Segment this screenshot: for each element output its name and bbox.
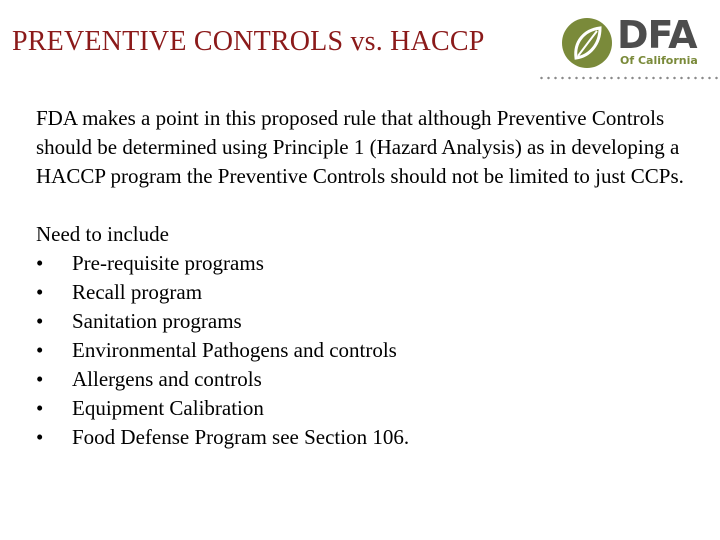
bullet-icon: • bbox=[36, 425, 44, 449]
list-item: • Environmental Pathogens and controls bbox=[36, 336, 696, 365]
list-item: • Sanitation programs bbox=[36, 307, 696, 336]
dotted-divider bbox=[538, 75, 720, 81]
list-item: • Allergens and controls bbox=[36, 365, 696, 394]
bullet-icon: • bbox=[36, 396, 44, 420]
list-item: • Food Defense Program see Section 106. bbox=[36, 423, 696, 452]
list-item: • Pre-requisite programs bbox=[36, 249, 696, 278]
list-item: • Recall program bbox=[36, 278, 696, 307]
bullet-icon: • bbox=[36, 309, 44, 333]
list-intro: Need to include bbox=[36, 222, 169, 246]
logo-wordmark: DFA bbox=[617, 13, 697, 57]
list-item: • Equipment Calibration bbox=[36, 394, 696, 423]
dfa-logo bbox=[562, 14, 712, 74]
intro-paragraph: FDA makes a point in this proposed rule that although Preventive Controls should be determined using Principle 1 (Hazard Analysis) as in developing a HACCP program the Preventive Controls should not be limited to just CCPs. bbox=[36, 106, 684, 188]
slide-body bbox=[36, 104, 696, 452]
bullet-icon: • bbox=[36, 280, 44, 304]
requirements-list bbox=[36, 249, 696, 452]
leaf-seed-icon bbox=[562, 18, 612, 68]
bullet-icon: • bbox=[36, 367, 44, 391]
slide-title: PREVENTIVE CONTROLS vs. HACCP bbox=[12, 26, 485, 57]
bullet-icon: • bbox=[36, 338, 44, 362]
bullet-icon: • bbox=[36, 251, 44, 275]
logo-subtitle: Of California bbox=[620, 54, 698, 67]
